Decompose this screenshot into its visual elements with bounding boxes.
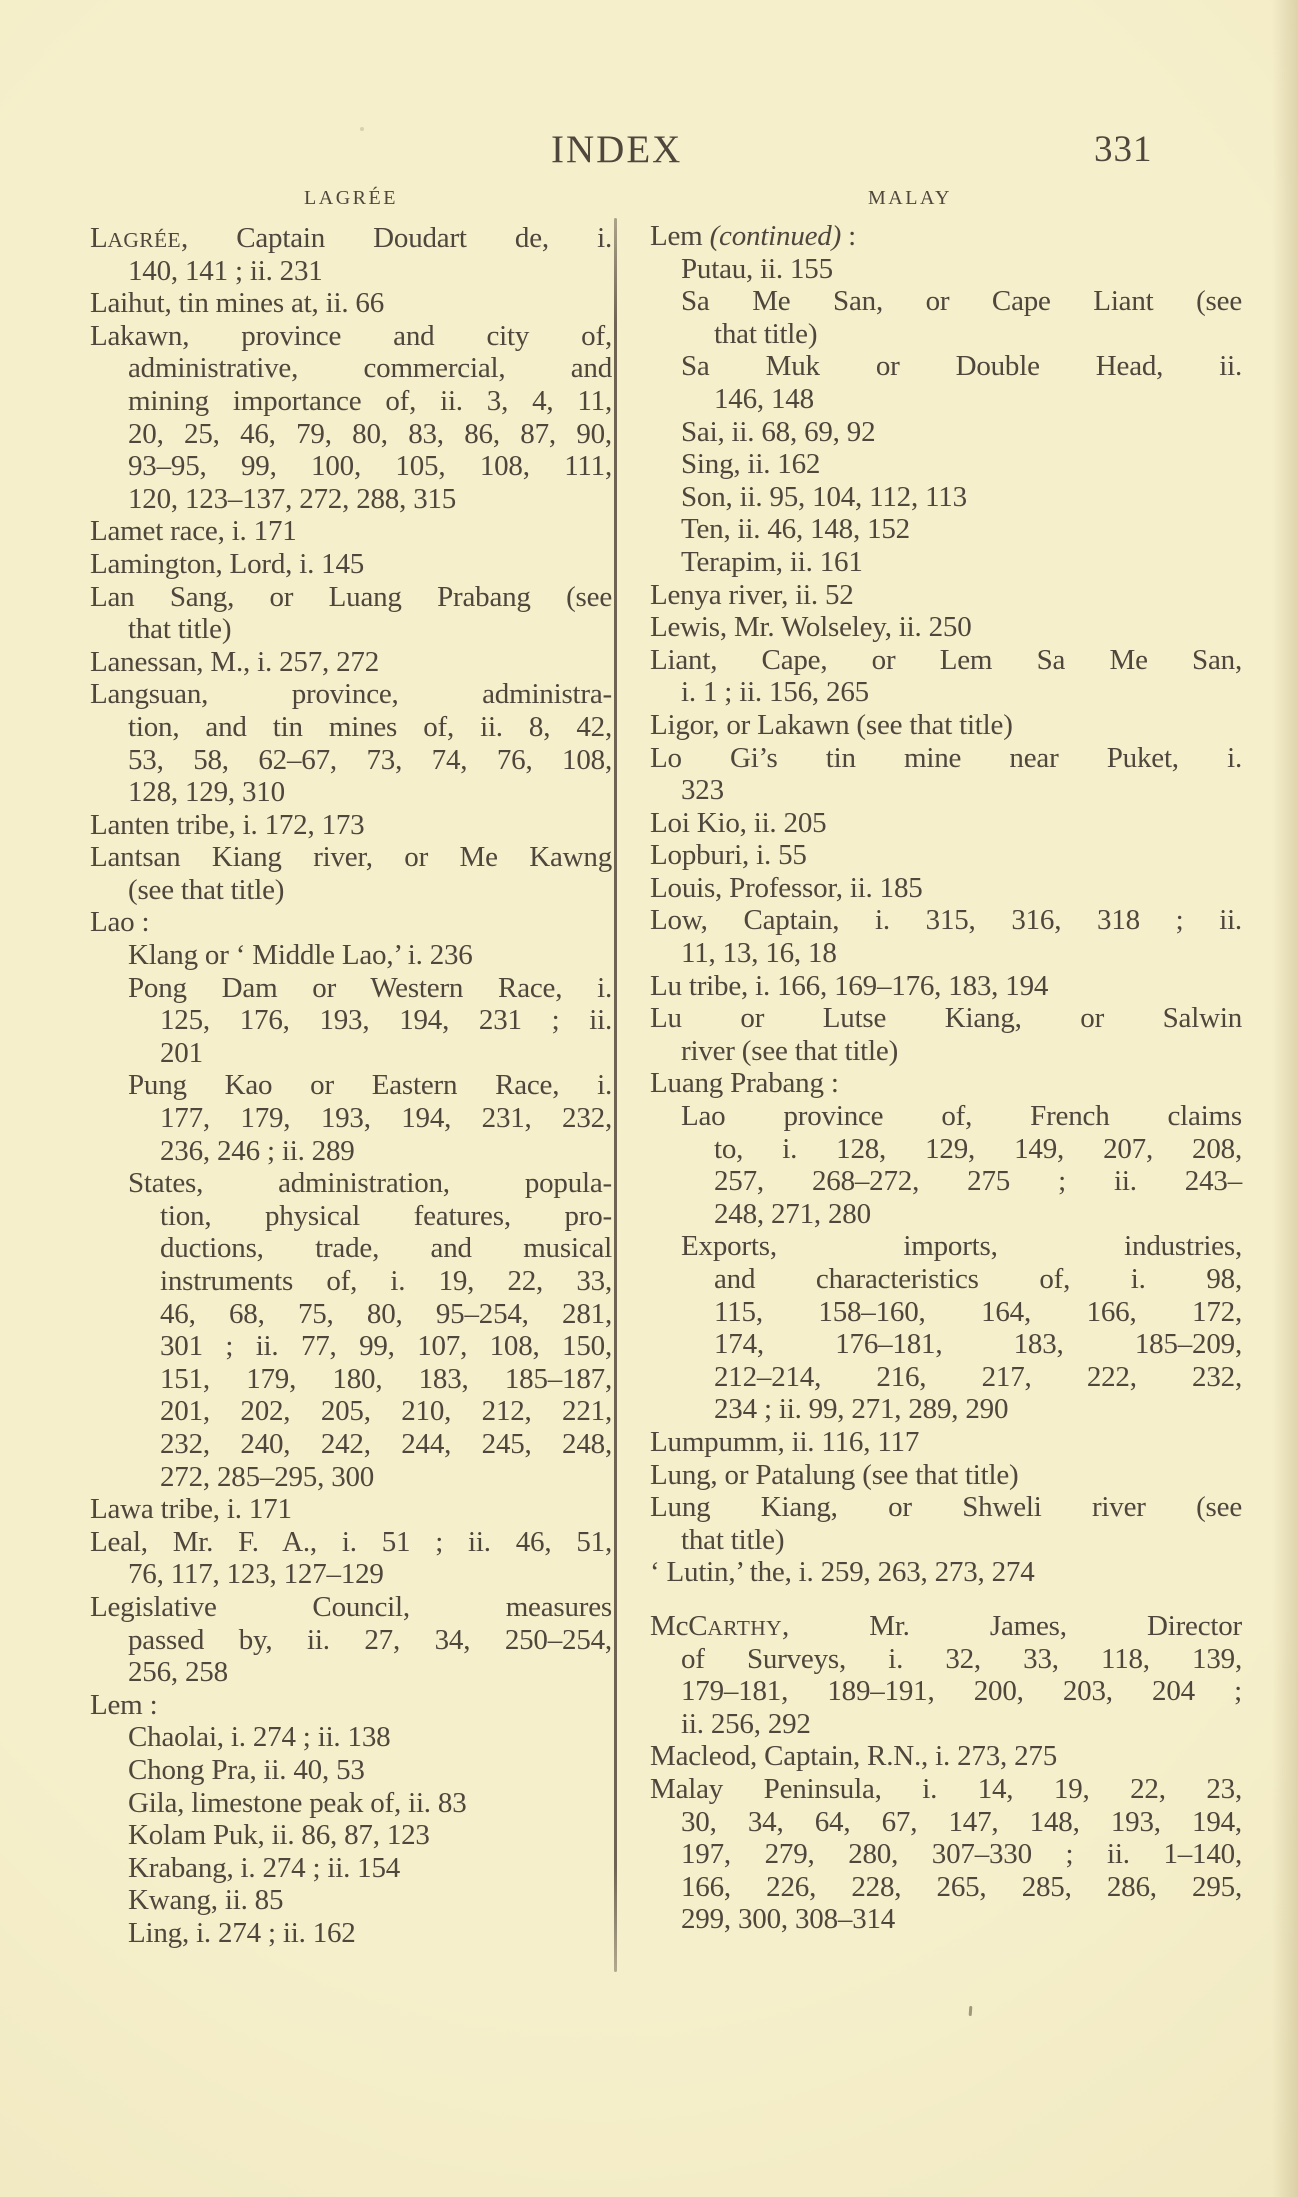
index-line: 323 — [681, 774, 724, 807]
index-line: 46, 68, 75, 80, 95–254, 281, — [160, 1297, 612, 1330]
index-line: 120, 123–137, 272, 288, 315 — [128, 482, 457, 515]
index-line: 201, 202, 205, 210, 212, 221, — [160, 1395, 612, 1428]
index-line: Chong Pra, ii. 40, 53 — [128, 1753, 365, 1786]
index-line: Klang or ‘ Middle Lao,’ i. 236 — [128, 939, 473, 972]
index-line: Laihut, tin mines at, ii. 66 — [90, 287, 385, 320]
index-line: Lanten tribe, i. 172, 173 — [90, 808, 365, 841]
index-line: Kolam Puk, ii. 86, 87, 123 — [128, 1819, 430, 1852]
index-line: tion, and tin mines of, ii. 8, 42, — [128, 710, 612, 743]
index-line: to, i. 128, 129, 149, 207, 208, — [714, 1132, 1242, 1165]
index-line: Lo Gi’s tin mine near Puket, i. — [650, 741, 1242, 774]
index-line: 151, 179, 180, 183, 185–187, — [160, 1362, 612, 1395]
index-line: Lem (continued) : — [650, 220, 856, 252]
index-line: that title) — [128, 613, 232, 646]
index-line: tion, physical features, pro- — [160, 1199, 612, 1232]
index-line: Lem : — [90, 1688, 158, 1721]
index-line: 11, 13, 16, 18 — [681, 937, 837, 970]
index-line: Louis, Professor, ii. 185 — [650, 871, 923, 904]
index-line: Lopburi, i. 55 — [650, 839, 807, 872]
index-line: Lung, or Patalung (see that title) — [650, 1458, 1019, 1491]
running-head-left: LAGRÉE — [304, 187, 398, 209]
index-line: 30, 34, 64, 67, 147, 148, 193, 194, — [681, 1805, 1242, 1838]
index-line: 197, 279, 280, 307–330 ; ii. 1–140, — [681, 1838, 1242, 1871]
index-line: passed by, ii. 27, 34, 250–254, — [128, 1623, 612, 1656]
index-line: 20, 25, 46, 79, 80, 83, 86, 87, 90, — [128, 417, 612, 450]
index-line: Luang Prabang : — [650, 1067, 839, 1100]
index-line: Malay Peninsula, i. 14, 19, 22, 23, — [650, 1772, 1242, 1805]
index-line: Lenya river, ii. 52 — [650, 578, 854, 611]
index-line: 53, 58, 62–67, 73, 74, 76, 108, — [128, 743, 612, 776]
index-line: Legislative Council, measures — [90, 1590, 612, 1623]
index-line: river (see that title) — [681, 1034, 899, 1067]
index-line: ii. 256, 292 — [681, 1707, 811, 1740]
index-line: 128, 129, 310 — [128, 776, 285, 809]
index-line: Putau, ii. 155 — [681, 252, 833, 285]
index-line: Chaolai, i. 274 ; ii. 138 — [128, 1721, 391, 1754]
index-line: 201 — [160, 1036, 203, 1069]
index-line: States, administration, popula- — [128, 1167, 612, 1200]
index-line: Lamet race, i. 171 — [90, 515, 297, 548]
index-line: Kwang, ii. 85 — [128, 1884, 284, 1917]
column-divider-rule — [614, 218, 617, 1972]
index-column-right — [650, 220, 1242, 1936]
index-line: 174, 176–181, 183, 185–209, — [714, 1328, 1242, 1361]
index-line: ductions, trade, and musical — [160, 1232, 612, 1265]
index-line: Ligor, or Lakawn (see that title) — [650, 708, 1013, 741]
index-line: Lao : — [90, 906, 150, 939]
ink-speck — [969, 2006, 973, 2016]
index-line: 212–214, 216, 217, 222, 232, — [714, 1360, 1242, 1393]
index-line: Lewis, Mr. Wolseley, ii. 250 — [650, 611, 972, 644]
index-line: 177, 179, 193, 194, 231, 232, — [160, 1102, 612, 1135]
index-line: 256, 258 — [128, 1656, 228, 1689]
index-line: McCARTHY, Mr. James, Director — [650, 1609, 1242, 1642]
index-line: (see that title) — [128, 873, 285, 906]
index-line: Loi Kio, ii. 205 — [650, 806, 827, 839]
index-line: Lakawn, province and city of, — [90, 319, 612, 352]
index-line: Exports, imports, industries, — [681, 1230, 1242, 1263]
index-line: that title) — [714, 317, 818, 350]
index-line: Langsuan, province, administra- — [90, 678, 612, 711]
index-line: 125, 176, 193, 194, 231 ; ii. — [160, 1004, 612, 1037]
index-line: Sa Muk or Double Head, ii. — [681, 350, 1242, 383]
index-line: and characteristics of, i. 98, — [714, 1263, 1242, 1295]
running-head-right: MALAY — [868, 187, 952, 209]
index-line: Krabang, i. 274 ; ii. 154 — [128, 1851, 401, 1884]
index-line: LAGRÉE, Captain Doudart de, i. — [90, 222, 612, 254]
index-line: Low, Captain, i. 315, 316, 318 ; ii. — [650, 904, 1242, 937]
index-line: Lawa tribe, i. 171 — [90, 1493, 292, 1526]
index-line: 301 ; ii. 77, 99, 107, 108, 150, — [160, 1330, 612, 1363]
page-number: 331 — [1094, 129, 1153, 170]
index-line: administrative, commercial, and — [128, 352, 612, 385]
index-line: ‘ Lutin,’ the, i. 259, 263, 273, 274 — [650, 1556, 1035, 1589]
index-line: Ten, ii. 46, 148, 152 — [681, 513, 910, 546]
index-line: Leal, Mr. F. A., i. 51 ; ii. 46, 51, — [90, 1525, 612, 1558]
index-line: Gila, limestone peak of, ii. 83 — [128, 1786, 467, 1819]
index-line: 299, 300, 308–314 — [681, 1903, 896, 1936]
index-line: Ling, i. 274 ; ii. 162 — [128, 1916, 356, 1949]
index-line: 179–181, 189–191, 200, 203, 204 ; — [681, 1675, 1242, 1708]
index-line: Sai, ii. 68, 69, 92 — [681, 415, 876, 448]
index-line: instruments of, i. 19, 22, 33, — [160, 1265, 612, 1297]
page-title: INDEX — [551, 128, 683, 171]
index-line: Macleod, Captain, R.N., i. 273, 275 — [650, 1740, 1058, 1773]
index-line: 248, 271, 280 — [714, 1197, 871, 1230]
index-line: 115, 158–160, 164, 166, 172, — [714, 1295, 1242, 1328]
index-column-left — [90, 222, 612, 1949]
index-line: Lung Kiang, or Shweli river (see — [650, 1491, 1242, 1524]
index-line: 140, 141 ; ii. 231 — [128, 254, 323, 287]
index-line: 93–95, 99, 100, 105, 108, 111, — [128, 450, 612, 483]
index-line: Sa Me San, or Cape Liant (see — [681, 285, 1242, 318]
index-line: Liant, Cape, or Lem Sa Me San, — [650, 643, 1242, 676]
index-line: 272, 285–295, 300 — [160, 1460, 375, 1493]
ink-speck — [360, 127, 364, 131]
index-line: i. 1 ; ii. 156, 265 — [681, 676, 869, 709]
index-line: 232, 240, 242, 244, 245, 248, — [160, 1427, 612, 1460]
index-line: Sing, ii. 162 — [681, 448, 821, 481]
index-line: 236, 246 ; ii. 289 — [160, 1134, 355, 1167]
index-line: 166, 226, 228, 265, 285, 286, 295, — [681, 1870, 1242, 1903]
index-line: 257, 268–272, 275 ; ii. 243– — [714, 1165, 1242, 1198]
index-line: of Surveys, i. 32, 33, 118, 139, — [681, 1642, 1242, 1675]
index-line: Lumpumm, ii. 116, 117 — [650, 1425, 920, 1458]
index-line: 146, 148 — [714, 382, 814, 415]
index-line: Lamington, Lord, i. 145 — [90, 547, 365, 580]
index-line: that title) — [681, 1523, 785, 1556]
index-line: Terapim, ii. 161 — [681, 545, 863, 578]
index-line: Lu or Lutse Kiang, or Salwin — [650, 1002, 1242, 1035]
index-line: Lantsan Kiang river, or Me Kawng — [90, 841, 612, 874]
index-line: Pung Kao or Eastern Race, i. — [128, 1069, 612, 1102]
index-line: 234 ; ii. 99, 271, 289, 290 — [714, 1393, 1009, 1426]
index-line: Pong Dam or Western Race, i. — [128, 971, 612, 1004]
index-line: Lu tribe, i. 166, 169–176, 183, 194 — [650, 969, 1049, 1002]
index-line: Son, ii. 95, 104, 112, 113 — [681, 480, 967, 513]
index-line: Lao province of, French claims — [681, 1100, 1242, 1133]
index-line: 76, 117, 123, 127–129 — [128, 1558, 384, 1591]
index-line: mining importance of, ii. 3, 4, 11, — [128, 384, 612, 417]
index-line: Lanessan, M., i. 257, 272 — [90, 645, 379, 678]
index-line: Lan Sang, or Luang Prabang (see — [90, 580, 612, 613]
